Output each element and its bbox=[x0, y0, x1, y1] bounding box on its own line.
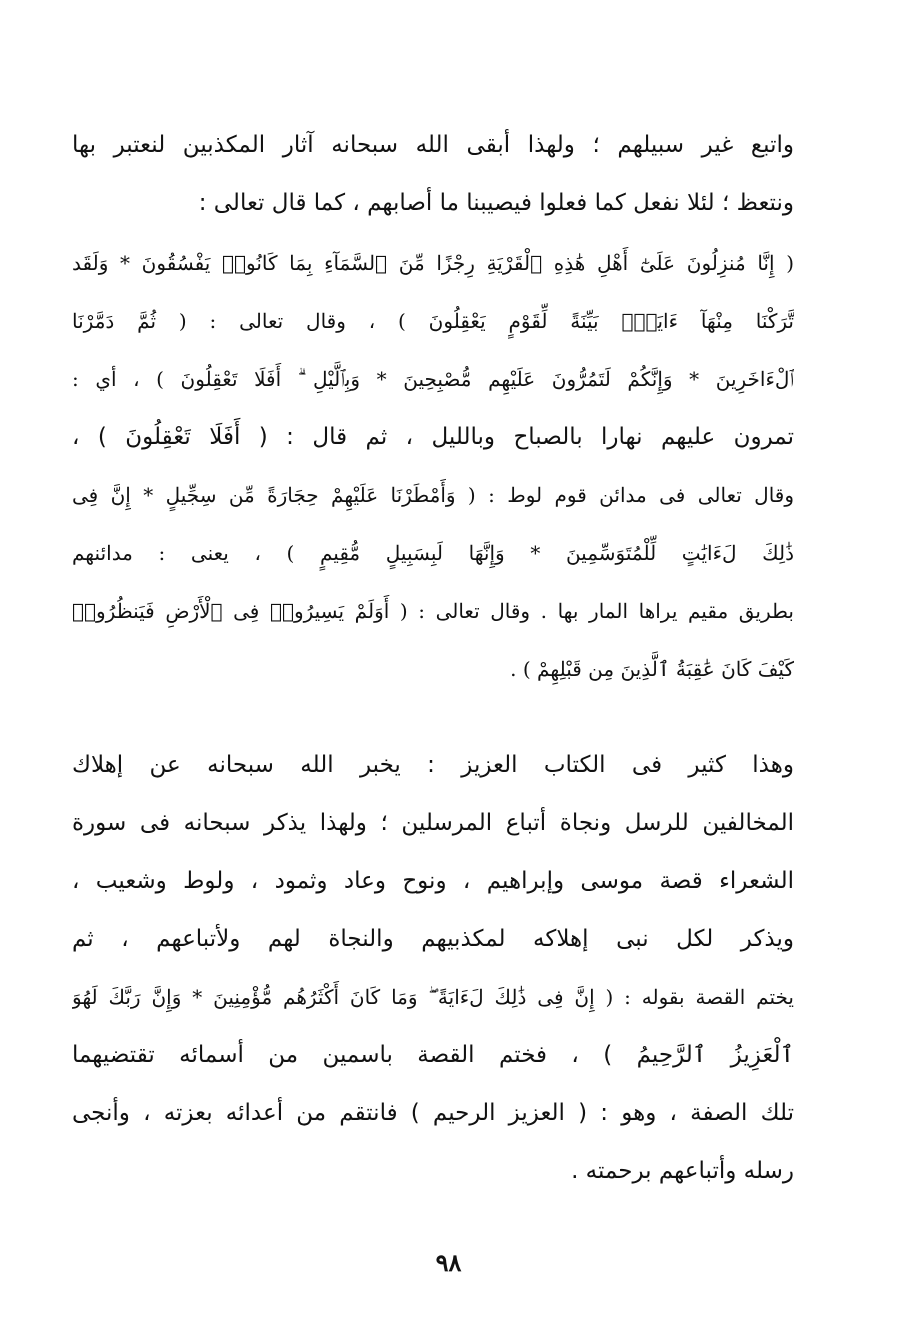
page-number: ٩٨ bbox=[435, 1248, 462, 1277]
text-line: وهذا كثير فى الكتاب العزيز : يخبر الله سبحانه عن إهلاك bbox=[72, 752, 794, 778]
text-line: ( إِنَّا مُنزِلُونَ عَلَىٰٓ أَهْلِ هَٰذِهِ ٱلْقَرْيَةِ رِجْزًا مِّنَ ٱلسَّمَآءِ بِمَا كَانُوا۟ يَفْسُقُونَ * وَلَقَد bbox=[72, 251, 794, 275]
text-line: رسله وأتباعهم برحمته . bbox=[571, 1158, 794, 1184]
text-line: بطريق مقيم يراها المار بها . وقال تعالى : ( أَوَلَمْ يَسِيرُوا۟ فِى ٱلْأَرْضِ فَيَنظُرُوا۟ bbox=[72, 599, 794, 623]
paragraph-quran-verses bbox=[72, 234, 794, 698]
text-line: ٱلْعَزِيزُ ٱلرَّحِيمُ ) ، فختم القصة باسمين من أسمائه تقتضيهما bbox=[72, 1042, 794, 1068]
text-line: المخالفين للرسل ونجاة أتباع المرسلين ؛ ولهذا يذكر سبحانه فى سورة bbox=[72, 810, 794, 836]
text-line: تَّرَكْنَا مِنْهَآ ءَايَةًۢ بَيِّنَةً لِّقَوْمٍ يَعْقِلُونَ ) ، وقال تعالى : ( ثُمَّ دَمَّرْنَا bbox=[72, 309, 794, 333]
paragraph-intro bbox=[72, 116, 794, 232]
text-line: ونتعظ ؛ لئلا نفعل كما فعلوا فيصيبنا ما أصابهم ، كما قال تعالى : bbox=[198, 190, 794, 216]
text-line: وقال تعالى فى مدائن قوم لوط : ( وَأَمْطَرْنَا عَلَيْهِمْ حِجَارَةً مِّن سِجِّيلٍ * إِنَّ فِى bbox=[72, 483, 794, 507]
paragraph-commentary bbox=[72, 736, 794, 1200]
text-line: ذَٰلِكَ لَءَايَٰتٍ لِّلْمُتَوَسِّمِينَ * وَإِنَّهَا لَبِسَبِيلٍ مُّقِيمٍ ) ، يعنى : مدائنهم bbox=[72, 541, 794, 565]
text-line: ٱلْءَاخَرِينَ * وَإِنَّكُمْ لَتَمُرُّونَ عَلَيْهِم مُّصْبِحِينَ * وَبِٱلَّيْلِ ۗ أَفَلَا تَعْقِلُونَ ) ، أي : bbox=[72, 367, 794, 391]
text-line: واتبع غير سبيلهم ؛ ولهذا أبقى الله سبحانه آثار المكذبين لنعتبر بها bbox=[72, 132, 794, 158]
text-line: يختم القصة بقوله : ( إِنَّ فِى ذَٰلِكَ لَءَايَةً ۖ وَمَا كَانَ أَكْثَرُهُم مُّؤْمِنِينَ * وَإِنَّ رَبَّكَ لَهُوَ bbox=[72, 985, 794, 1009]
text-line: تلك الصفة ، وهو : ( العزيز الرحيم ) فانتقم من أعدائه بعزته ، وأنجى bbox=[72, 1100, 794, 1126]
text-line: تمرون عليهم نهارا بالصباح وبالليل ، ثم قال : ( أَفَلَا تَعْقِلُونَ ) ، bbox=[72, 424, 794, 450]
text-line: كَيْفَ كَانَ عَٰقِبَةُ ٱلَّذِينَ مِن قَبْلِهِمْ ) . bbox=[510, 657, 794, 681]
text-line: ويذكر لكل نبى إهلاكه لمكذبيهم والنجاة لهم ولأتباعهم ، ثم bbox=[72, 926, 794, 952]
text-line: الشعراء قصة موسى وإبراهيم ، ونوح وعاد وثمود ، ولوط وشعيب ، bbox=[72, 868, 794, 894]
